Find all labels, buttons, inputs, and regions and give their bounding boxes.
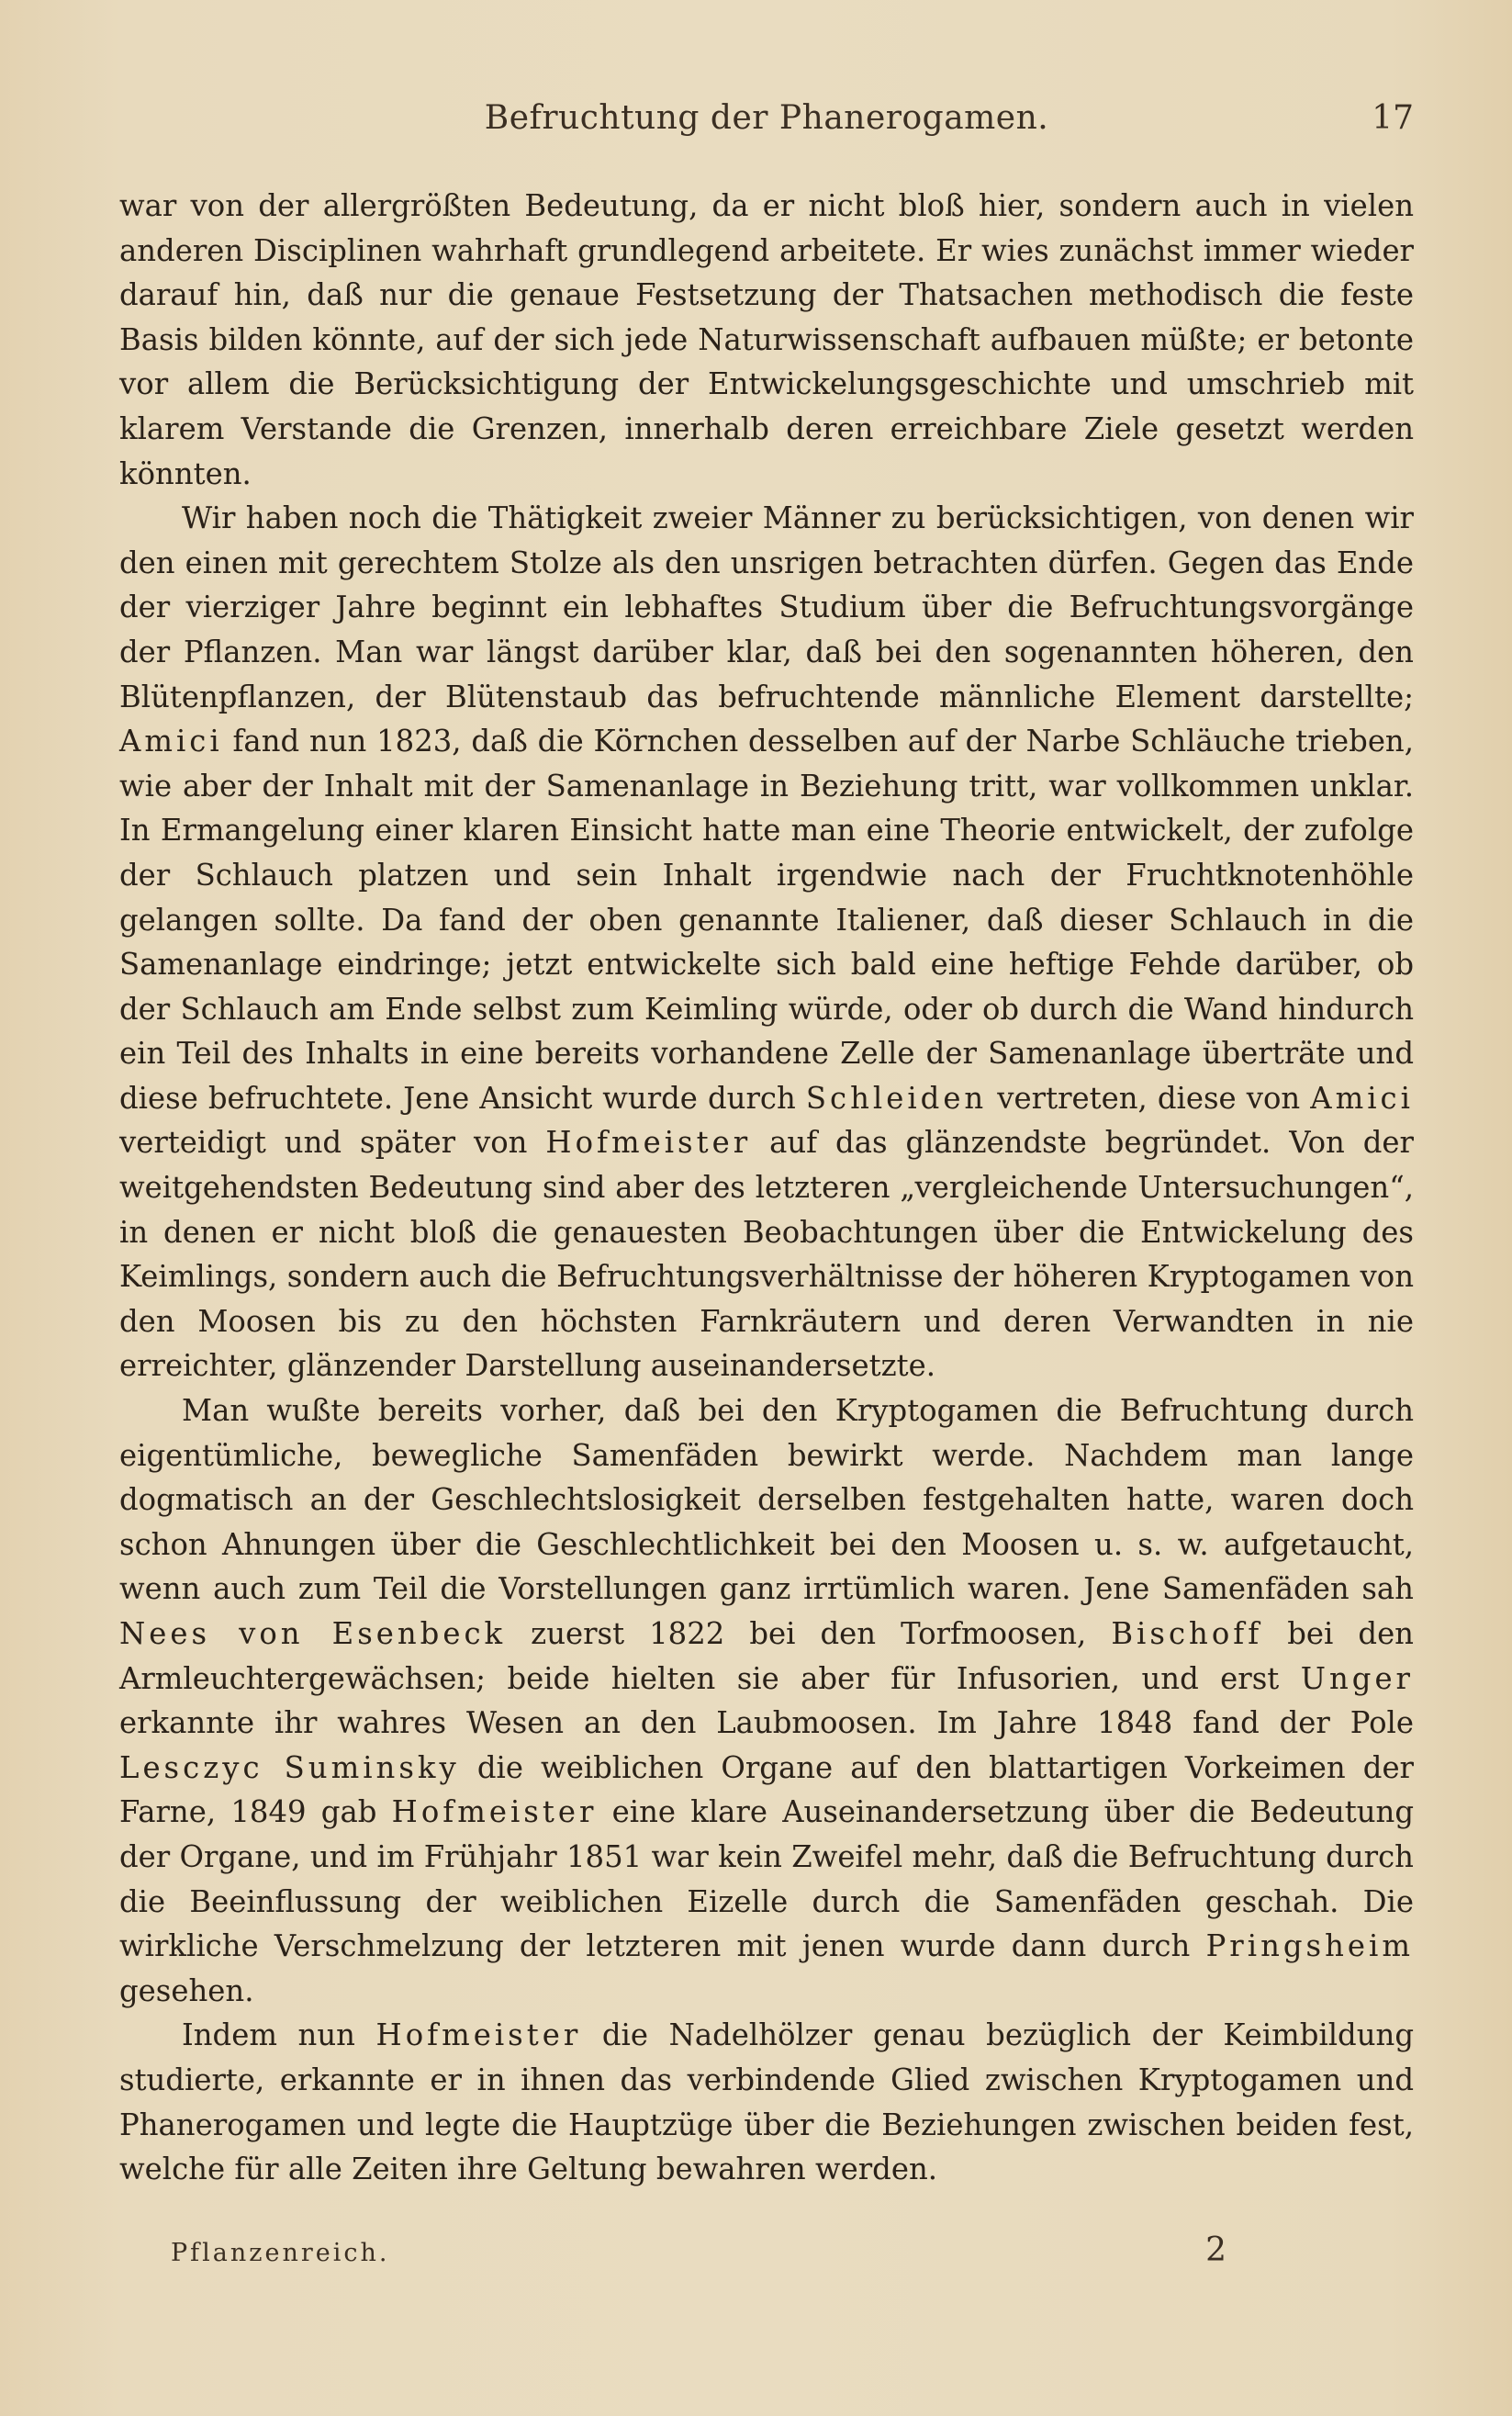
page-footer: [171, 2231, 1226, 2277]
text-run: zuerst 1822 bei den Torfmoosen,: [506, 1616, 1112, 1651]
spaced-name: Lesczyc Suminsky: [119, 1749, 460, 1785]
paragraph-2: [119, 496, 1414, 1388]
spaced-name: Bischoff: [1111, 1616, 1263, 1651]
text-run: die weiblichen Organe auf den blattartigen Vorkeimen der Farne, 1849 gab: [119, 1749, 1415, 1830]
spaced-name: Nees von Esenbeck: [119, 1616, 507, 1651]
signature-label: Pflanzenreich.: [171, 2239, 390, 2267]
paragraph-3: [119, 1388, 1414, 2013]
text-run: die Nadelhölzer genau bezüglich der Keimbildung studierte, erkannte er in ihnen das verbindende Glied zwischen Kryptogamen und Phanerogamen und legte die Hauptzüge über die Beziehungen zwischen beiden fest, welche für alle Zeiten ihre Geltung bewahren werden.: [119, 2017, 1415, 2187]
spaced-name: Hofmeister: [545, 1125, 752, 1161]
spaced-name: Amici: [1310, 1080, 1414, 1116]
spaced-name: Pringsheim: [1205, 1928, 1414, 1964]
page-header: [119, 99, 1414, 145]
paragraph-4: [119, 2013, 1414, 2191]
text-run: auf das glänzendste begründet. Von der weitgehendsten Bedeutung sind aber des letzteren „vergleichende Untersuchungen“, in denen er nicht bloß die genauesten Beobachtungen über die Entwickelung des Keimlings, sondern auch die Befruchtungsverhältnisse der höheren Kryptogamen von den Moosen bis zu den höchsten Farnkräutern und deren Verwandten in nie erreichter, glänzender Darstellung auseinandersetzte.: [119, 1125, 1414, 1384]
spaced-name: Amici: [119, 724, 223, 759]
text-run: eine klare Auseinandersetzung über die Bedeutung der Organe, und im Frühjahr 1851 war kein Zweifel mehr, daß die Befruchtung durch die Beeinflussung der weiblichen Eizelle durch die Samenfäden geschah. Die wirkliche Verschmelzung der letzteren mit jenen wurde dann durch: [119, 1794, 1414, 1964]
text-run: Indem nun: [182, 2017, 376, 2053]
text-run: fand nun 1823, daß die Körnchen desselben auf der Narbe Schläuche trieben, wie aber der Inhalt mit der Samenanlage in Beziehung tritt, war vollkommen unklar. In Ermangelung einer klaren Einsicht hatte man eine Theorie entwickelt, der zufolge der Schlauch platzen und sein Inhalt irgendwie nach der Fruchtknotenhöhle gelangen sollte. Da fand der oben genannte Italiener, daß dieser Schlauch in die Samenanlage eindringe; jetzt entwickelte sich bald eine heftige Fehde darüber, ob der Schlauch am Ende selbst zum Keimling würde, oder ob durch die Wand hindurch ein Teil des Inhalts in eine bereits vorhandene Zelle der Samenanlage überträte und diese befruchtete. Jene Ansicht wurde durch: [119, 724, 1414, 1116]
text-run: Wir haben noch die Thätigkeit zweier Männer zu berücksichtigen, von denen wir den einen mit gerechtem Stolze als den unsrigen betrachten dürfen. Gegen das Ende der vierziger Jahre beginnt ein lebhaftes Studium über die Befruchtungsvorgänge der Pflanzen. Man war längst darüber klar, daß bei den sogenannten höheren, den Blütenpflanzen, der Blütenstaub das befruchtende männliche Element darstellte;: [119, 500, 1414, 714]
text-run: verteidigt und später von: [119, 1125, 546, 1161]
spaced-name: Hofmeister: [391, 1794, 598, 1830]
spaced-name: Hofmeister: [375, 2017, 582, 2053]
text-run: vertreten, diese von: [987, 1080, 1311, 1116]
signature-mark: 2: [1205, 2231, 1226, 2269]
spaced-name: Unger: [1300, 1660, 1414, 1696]
spaced-name: Schleiden: [805, 1080, 988, 1116]
text-run: gesehen.: [119, 1972, 254, 2008]
page-number: 17: [1372, 99, 1414, 137]
body-text: [119, 184, 1414, 2192]
text-run: bei den Armleuchtergewächsen; beide hielten sie aber für Infusorien, und erst: [119, 1616, 1414, 1696]
text-run: erkannte ihr wahres Wesen an den Laubmoosen. Im Jahre 1848 fand der Pole: [119, 1705, 1414, 1741]
text-run: Man wußte bereits vorher, daß bei den Kryptogamen die Befruchtung durch eigentümliche, bewegliche Samenfäden bewirkt werde. Nachdem man lange dogmatisch an der Geschlechtslosigkeit derselben festgehalten hatte, waren doch schon Ahnungen über die Geschlechtlichkeit bei den Moosen u. s. w. aufgetaucht, wenn auch zum Teil die Vorstellungen ganz irrtümlich waren. Jene Samenfäden sah: [119, 1393, 1414, 1607]
running-title: Befruchtung der Phanerogamen.: [484, 99, 1049, 137]
text-run: war von der allergrößten Bedeutung, da er nicht bloß hier, sondern auch in vielen anderen Disciplinen wahrhaft grundlegend arbeitete. Er wies zunächst immer wieder darauf hin, daß nur die genaue Festsetzung der Thatsachen methodisch die feste Basis bilden könnte, auf der sich jede Naturwissenschaft aufbauen müßte; er betonte vor allem die Berücksichtigung der Entwickelungsgeschichte und umschrieb mit klarem Verstande die Grenzen, innerhalb deren erreichbare Ziele gesetzt werden könnten.: [119, 188, 1414, 491]
paragraph-1: [119, 184, 1414, 496]
